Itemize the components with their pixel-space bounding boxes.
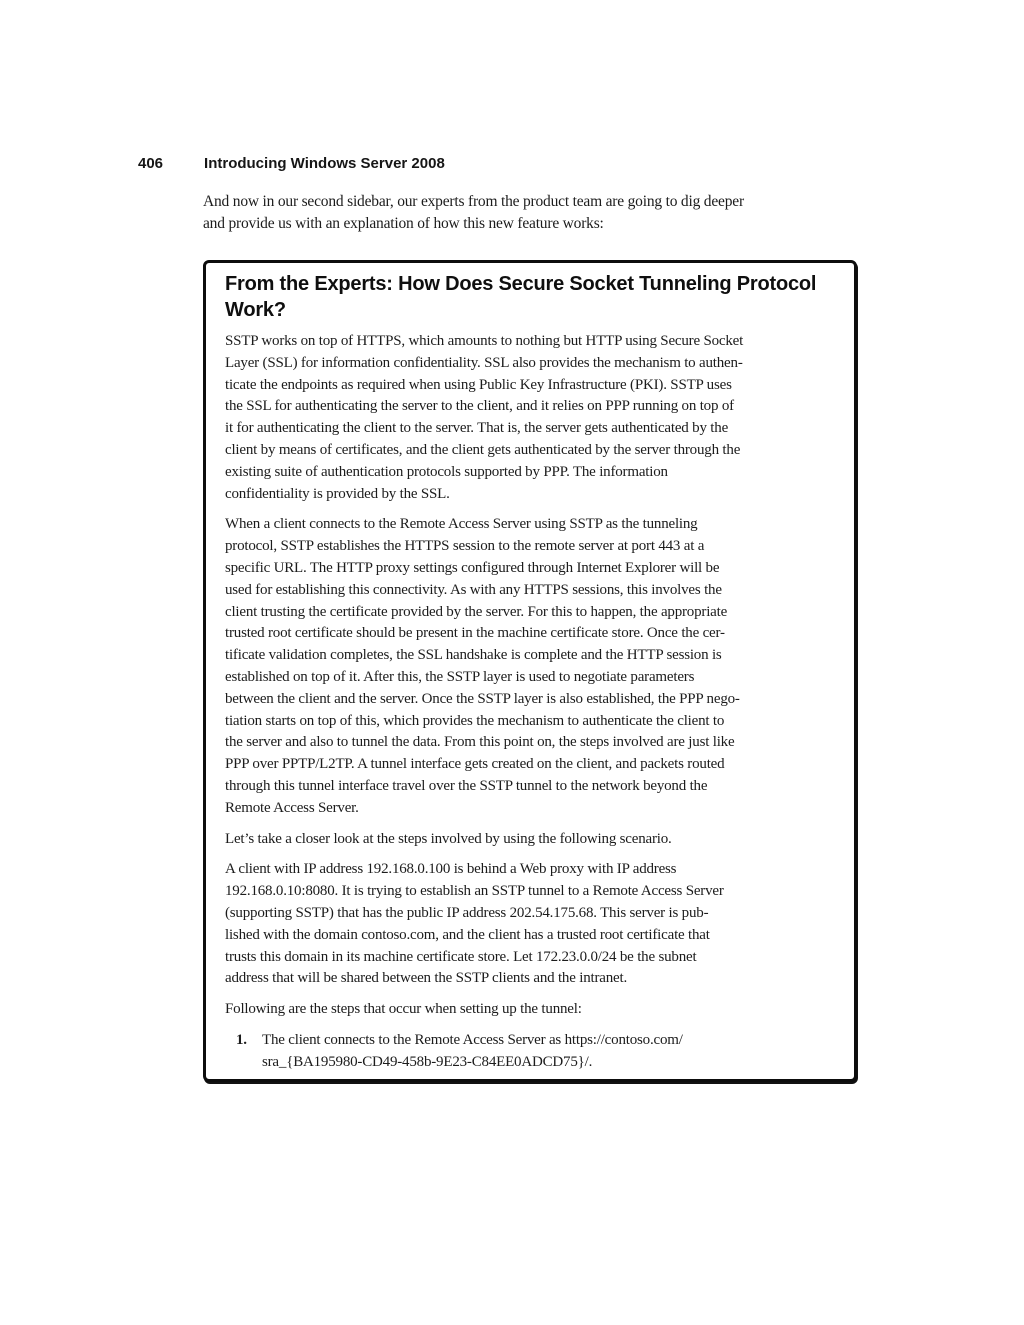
text-line: confidentiality is provided by the SSL. — [225, 485, 450, 502]
text-line: ticate the endpoints as required when using Public Key Infrastructure (PKI). SSTP uses — [225, 376, 732, 393]
list-item-number: 1. — [236, 1031, 247, 1048]
text-line: PPP over PPTP/L2TP. A tunnel interface gets created on the client, and packets routed — [225, 756, 725, 773]
text-line: When a client connects to the Remote Access Server using SSTP as the tunneling — [225, 516, 698, 533]
sidebar-paragraph-4 — [225, 859, 835, 990]
text-line: tificate validation completes, the SSL handshake is complete and the HTTP session is — [225, 647, 722, 664]
text-line: Remote Access Server. — [225, 799, 359, 816]
text-line: And now in our second sidebar, our experts from the product team are going to dig deeper — [203, 193, 744, 210]
text-line: (supporting SSTP) that has the public IP address 202.54.175.68. This server is pub- — [225, 904, 709, 921]
text-line: it for authenticating the client to the server. That is, the server gets authenticated by the — [225, 420, 729, 437]
text-line: the server and also to tunnel the data. From this point on, the steps involved are just like — [225, 734, 735, 751]
text-line: trusts this domain in its machine certificate store. Let 172.23.0.0/24 be the subnet — [225, 948, 697, 965]
text-line: client by means of certificates, and the client gets authenticated by the server through the — [225, 441, 741, 458]
list-item — [236, 1030, 835, 1074]
text-line: 192.168.0.10:8080. It is trying to establish an SSTP tunnel to a Remote Access Server — [225, 883, 724, 900]
text-line: established on top of it. After this, the SSTP layer is used to negotiate parameters — [225, 668, 695, 685]
text-line: protocol, SSTP establishes the HTTPS session to the remote server at port 443 at a — [225, 538, 705, 555]
running-header — [138, 155, 445, 172]
text-line: trusted root certificate should be present in the machine certificate store. Once the cer- — [225, 625, 725, 642]
running-title: Introducing Windows Server 2008 — [204, 155, 445, 172]
text-line: Work? — [225, 299, 286, 321]
text-line: existing suite of authentication protocols supported by PPP. The information — [225, 463, 668, 480]
text-line: used for establishing this connectivity. As with any HTTPS sessions, this involves the — [225, 581, 722, 598]
text-line: Let’s take a closer look at the steps involved by using the following scenario. — [225, 830, 672, 847]
step-list — [236, 1030, 835, 1074]
sidebar-paragraph-1 — [225, 331, 835, 505]
intro-paragraph — [203, 191, 863, 235]
text-line: client trusting the certificate provided by the server. For this to happen, the appropriate — [225, 603, 728, 620]
text-line: Layer (SSL) for information confidentiality. SSL also provides the mechanism to authen- — [225, 354, 743, 371]
text-line: From the Experts: How Does Secure Socket Tunneling Protocol — [225, 273, 817, 295]
text-line: and provide us with an explanation of how this new feature works: — [203, 215, 604, 232]
sidebar-paragraph-2 — [225, 514, 835, 819]
text-line: the SSL for authenticating the server to the client, and it relies on PPP running on top of — [225, 398, 734, 415]
text-line: lished with the domain contoso.com, and the client has a trusted root certificate that — [225, 926, 710, 943]
text-line: address that will be shared between the SSTP clients and the intranet. — [225, 970, 628, 987]
sidebar-title — [225, 271, 835, 323]
text-line: The client connects to the Remote Access Server as https://contoso.com/ — [262, 1031, 683, 1048]
text-line: through this tunnel interface travel over the SSTP tunnel to the network beyond the — [225, 777, 708, 794]
list-item-text — [262, 1030, 835, 1074]
sidebar-paragraph-3 — [225, 829, 835, 851]
text-line: sra_{BA195980-CD49-458b-9E23-C84EE0ADCD75}/. — [262, 1053, 593, 1070]
text-line: tiation starts on top of this, which provides the mechanism to authenticate the client to — [225, 712, 725, 729]
text-line: A client with IP address 192.168.0.100 is behind a Web proxy with IP address — [225, 861, 677, 878]
text-line: SSTP works on top of HTTPS, which amounts to nothing but HTTP using Secure Socket — [225, 333, 744, 349]
sidebar-paragraph-5 — [225, 999, 835, 1021]
page-number: 406 — [138, 155, 164, 172]
text-line: specific URL. The HTTP proxy settings configured through Internet Explorer will be — [225, 559, 720, 576]
sidebar-box — [203, 260, 857, 1082]
text-line: between the client and the server. Once the SSTP layer is also established, the PPP nego- — [225, 690, 740, 707]
text-line: Following are the steps that occur when setting up the tunnel: — [225, 1001, 582, 1018]
